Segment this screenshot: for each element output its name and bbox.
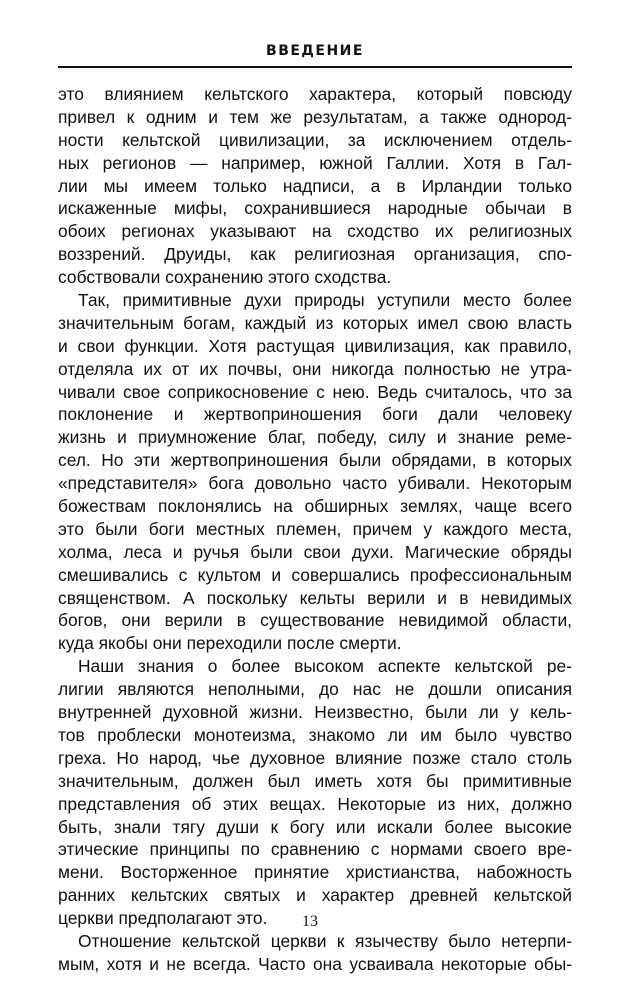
text-line: церкви предполагают это. [58,908,268,929]
text-line: этические принципы по сравнению с нормами своего вре- [58,839,572,860]
text-line: тов проблески монотеизма, знакомо ли им было чувство [58,724,572,745]
text-line: мым, хотя и не всегда. Часто она усваивала некоторые обы- [58,953,572,974]
text-line: «представителя» бога довольно часто убивали. Некоторым [58,473,572,494]
text-line: смешивались с культом и совершались профессиональным [58,564,572,585]
text-line: сел. Но эти жертвоприношения были обрядами, в которых [58,450,572,471]
running-title: ВВЕДЕНИЕ [266,43,364,59]
text-line: жизнь и приумножение благ, победу, силу и знание реме- [58,427,572,448]
text-line: это влиянием кельтского характера, который повсюду [58,84,572,104]
text-line: чивали свое соприкосновение с нею. Ведь считалось, что за [58,381,572,402]
text-line: значительным, должен был иметь хотя бы примитивные [58,770,572,791]
body-text [58,83,572,976]
text-line: собствовали сохранению этого сходства. [58,267,392,288]
text-line: лии мы имеем только надписи, а в Ирландии только [58,175,572,196]
text-line: священством. А поскольку кельты верили и в невидимых [58,587,572,608]
text-line: Отношение кельтской церкви к язычеству было нетерпи- [78,930,572,951]
text-line: ных регионов — например, южной Галлии. Хотя в Гал- [58,152,572,173]
text-line: Так, примитивные духи природы уступили место более [78,290,572,311]
text-line: искаженные мифы, сохранившиеся народные обычаи в [58,198,572,219]
text-line: быть, знали тягу души к богу или искали более высокие [58,816,572,837]
page-number: 13 [302,913,318,930]
text-line: холма, леса и ручья были свои духи. Магические обряды [58,541,572,562]
text-line: привел к одним и тем же результатам, а также однород- [58,106,572,127]
text-line: божествам поклонялись на обширных землях, чаще всего [58,496,572,517]
text-line: куда якобы они переходили после смерти. [58,633,402,654]
text-line: отделяла их от их почвы, они никогда полностью не утра- [58,358,572,379]
text-line: и свои функции. Хотя растущая цивилизация, как правило, [58,335,572,356]
book-page [58,40,572,976]
text-line: внутренней духовной жизни. Неизвестно, были ли у кель- [58,702,572,723]
text-line: богов, они верили в существование невидимой области, [58,610,572,631]
text-line: воззрений. Друиды, как религиозная организация, спо- [58,244,572,265]
text-line: представления об этих вещах. Некоторые из них, должно [58,793,572,814]
text-line: обоих регионах указывают на сходство их религиозных [58,221,572,242]
text-line: греха. Но народ, чье духовное влияние позже стало столь [58,747,572,768]
text-line: мени. Восторженное принятие христианства, набожность [58,862,572,883]
text-line: поклонение и жертвоприношения боги дали человеку [58,404,572,425]
text-line: значительным богам, каждый из которых имел свою власть [58,312,572,333]
text-line: это были боги местных племен, причем у каждого места, [58,518,572,539]
text-line: ранних кельтских святых и характер древней кельтской [58,885,572,906]
text-line: лигии являются неполными, до нас не дошли описания [58,679,572,700]
text-line: Наши знания о более высоком аспекте кельтской ре- [78,656,572,677]
header-rule [58,66,572,68]
text-line: ности кельтской цивилизации, за исключением отдель- [58,129,572,150]
